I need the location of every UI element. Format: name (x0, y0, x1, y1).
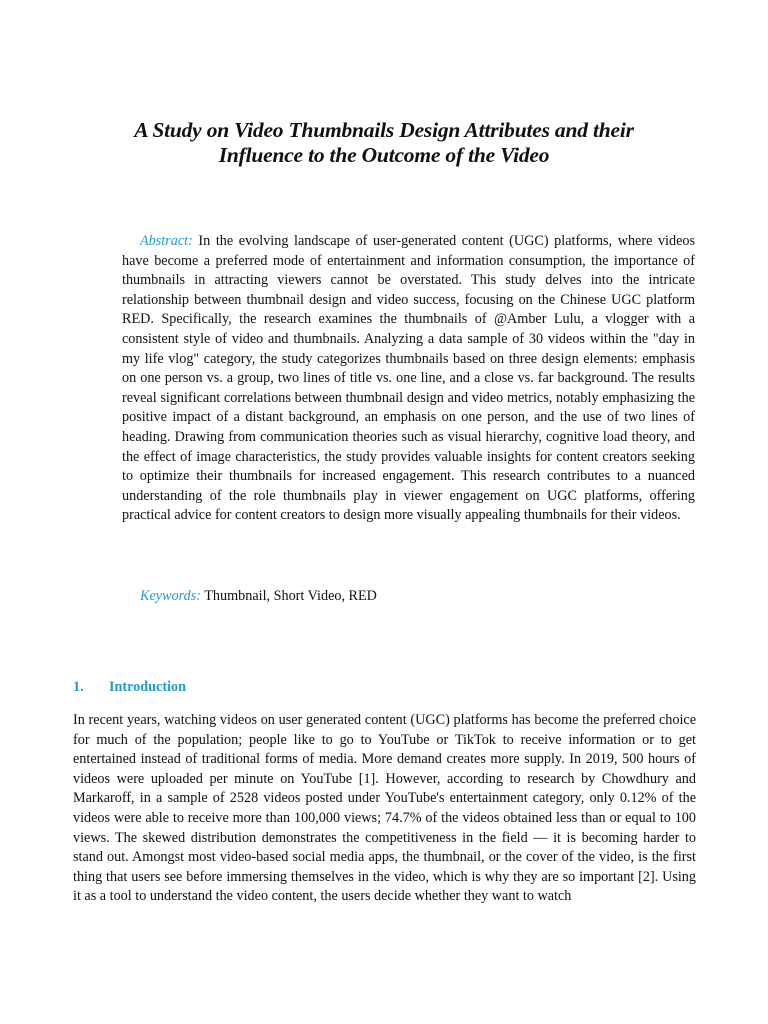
introduction-paragraph: In recent years, watching videos on user generated content (UGC) platforms has become the preferred choice for much of the population; people like to go to YouTube or TikTok to receive information or to get entertained instead of traditional forms of media. More demand creates more supply. In 2019, 500 hours of videos were uploaded per minute on YouTube [1]. However, according to research by Chowdhury and Markaroff, in a sample of 2528 videos posted under YouTube's entertainment category, only 0.12% of the videos were able to receive more than 100,000 views; 74.7% of the videos obtained less than or equal to 100 views. The skewed distribution demonstrates the competitiveness in the field — it is becoming harder to stand out. Amongst most video-based social media apps, the thumbnail, or the cover of the video, is the first thing that users see before immersing themselves in the video, which is why they are so important [2]. Using it as a tool to understand the video content, the users decide whether they want to watch (73, 712, 696, 905)
keywords-line (140, 587, 377, 607)
paper-title-line-1: A Study on Video Thumbnails Design Attributes and their (134, 118, 634, 142)
abstract-label: Abstract: (140, 233, 193, 249)
section-heading-introduction (73, 678, 186, 698)
section-number: 1. (73, 679, 84, 695)
keywords-label: Keywords: (140, 588, 201, 604)
keywords-text: Thumbnail, Short Video, RED (204, 588, 377, 604)
section-title: Introduction (109, 679, 186, 695)
abstract-text: In the evolving landscape of user-generated content (UGC) platforms, where videos have become a preferred mode of entertainment and information consumption, the importance of thumbnails in attracting viewers cannot be overstated. This study delves into the intricate relationship between thumbnail design and video success, focusing on the Chinese UGC platform RED. Specifically, the research examines the thumbnails of @Amber Lulu, a vlogger with a consistent style of video and thumbnails. Analyzing a data sample of 30 videos within the "day in my life vlog" category, the study categorizes thumbnails based on three design elements: emphasis on one person vs. a group, two lines of title vs. one line, and a close vs. far background. The results reveal significant correlations between thumbnail design and video metrics, notably emphasizing the positive impact of a distant background, an emphasis on one person, and the use of two lines of heading. Drawing from communication theories such as visual hierarchy, cognitive load theory, and the effect of image characteristics, the study provides valuable insights for content creators seeking to optimize their thumbnails for increased engagement. This research contributes to a nuanced understanding of the role thumbnails play in viewer engagement on UGC platforms, offering practical advice for content creators to design more visually appealing thumbnails for their videos. (122, 233, 696, 524)
paper-title-line-2: Influence to the Outcome of the Video (218, 143, 550, 167)
paper-title (60, 118, 708, 168)
abstract-paragraph (122, 232, 695, 526)
